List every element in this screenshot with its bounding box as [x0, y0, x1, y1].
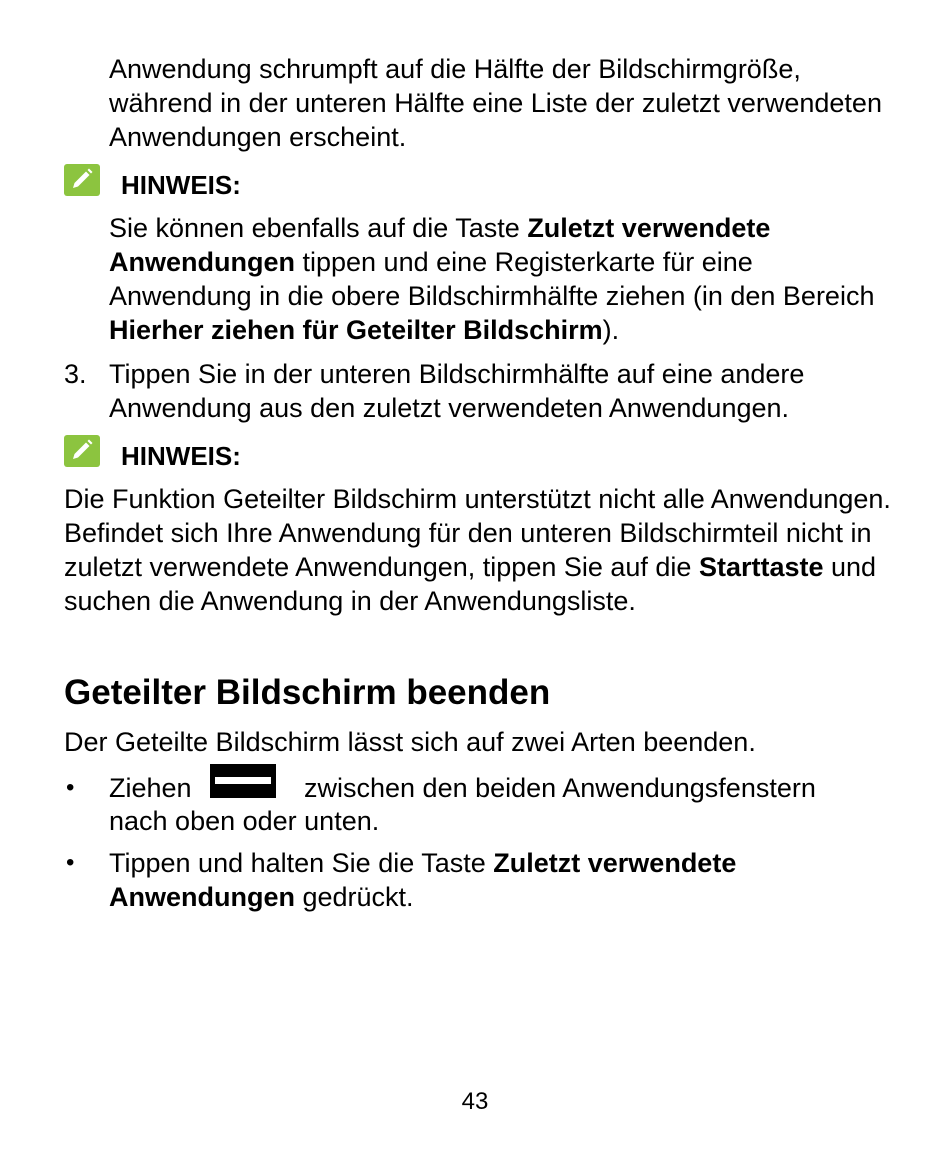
page-number: 43: [461, 1088, 489, 1115]
note-label: HINWEIS:: [121, 170, 241, 200]
note-label: HINWEIS:: [121, 441, 241, 471]
note-text: tippen und eine Registerkarte für eine Anwendung in die obere Bildschirmhälfte ziehen (in den Bereich: [109, 247, 875, 311]
section-intro: Der Geteilte Bildschirm lässt sich auf zwei Arten beenden.: [64, 727, 756, 757]
split-handle-icon: [210, 764, 276, 798]
bullet-marker: •: [66, 849, 75, 876]
bullet-text: nach oben oder unten.: [109, 806, 380, 836]
note-bold-term: Zuletzt verwendete Anwendungen: [109, 213, 771, 277]
intro-paragraph: Anwendung schrumpft auf die Hälfte der Bildschirmgröße, während in der unteren Hälfte eine Liste der zuletzt verwendeten Anwendungen erscheint.: [109, 54, 882, 152]
section-heading: Geteilter Bildschirm beenden: [64, 673, 551, 712]
bullet-text: [109, 846, 809, 914]
note-text: Sie können ebenfalls auf die Taste: [109, 213, 528, 243]
note-bold-term: Hierher ziehen für Geteilter Bildschirm: [109, 315, 603, 345]
bullet-text: zwischen den beiden Anwendungsfenstern: [304, 773, 816, 803]
note-paragraph: [109, 211, 899, 347]
note-pencil-icon: [64, 435, 100, 467]
note-text: Die Funktion Geteilter Bildschirm unterstützt nicht alle Anwendungen. Befindet sich Ihre Anwendung für den unteren Bildschirmteil nicht in zuletzt verwendete Anwendungen, tippen Sie auf die: [64, 484, 891, 582]
step-text: Tippen Sie in der unteren Bildschirmhälfte auf eine andere Anwendung aus den zuletzt verwendeten Anwendungen.: [109, 359, 805, 423]
note-text: und suchen die Anwendung in der Anwendungsliste.: [64, 552, 877, 616]
note-text: ).: [602, 315, 620, 345]
bullet-text-part: gedrückt.: [294, 882, 414, 912]
step-number: 3.: [64, 359, 87, 389]
note-bold-term: Starttaste: [698, 552, 824, 582]
bullet-text: Ziehen: [109, 773, 192, 803]
bullet-marker: •: [66, 774, 75, 801]
bullet-text-part: Tippen und halten Sie die Taste: [109, 848, 494, 878]
bullet-bold-term: Zuletzt verwendete Anwendungen: [109, 848, 737, 912]
note-pencil-icon: [64, 164, 100, 196]
note-paragraph: [64, 482, 894, 618]
